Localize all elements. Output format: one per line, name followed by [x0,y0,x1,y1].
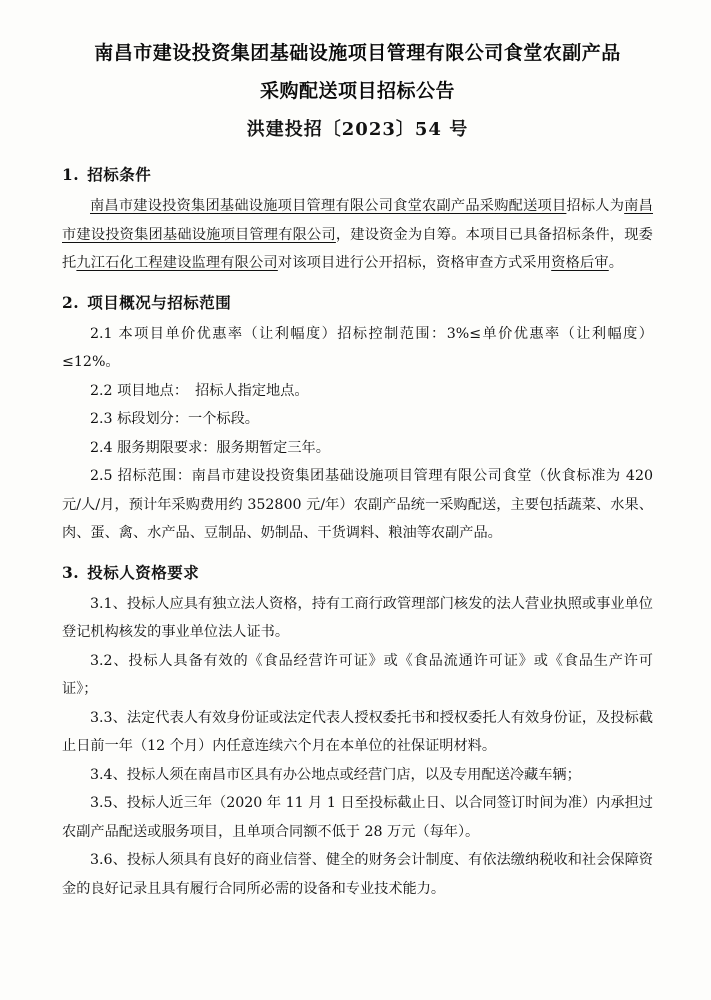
document-number: 洪建投招〔2023〕54 号 [246,119,469,140]
title-line-2: 采购配送项目招标公告 [259,80,455,102]
section-heading-2 [62,288,653,318]
section-number-3: 3. [62,562,80,582]
list-item: 3.4、投标人须在南昌市区具有办公地点或经营门店，以及专用配送冷藏车辆； [90,766,581,783]
list-item: 3.5、投标人近三年（2020 年 11 月 1 日至投标截止日、以合同签订时间为准）内承担过农副产品配送或服务项目，且单项合同额不低于 28 万元（每年）。 [62,795,653,840]
list-item: 3.6、投标人须具有良好的商业信誉、健全的财务会计制度、有依法缴纳税收和社会保障资金的良好记录且具有履行合同所必需的设备和专业技术能力。 [62,852,653,897]
list-item: 3.2、投标人具备有效的《食品经营许可证》或《食品流通许可证》或《食品生产许可证》； [62,652,653,697]
section-title-3: 投标人资格要求 [87,562,200,582]
run-underline-4: 资格后审 [551,255,609,271]
title-line-1: 南昌市建设投资集团基础设施项目管理有限公司食堂农副产品 [94,42,621,64]
run-underline-2: 南昌市建设投资集团基础设施项目管理有限公司 [62,198,653,243]
paragraph [62,192,653,278]
list-item: 3.1、投标人应具有独立法人资格，持有工商行政管理部门核发的法人营业执照或事业单位登记机构核发的事业单位法人证书。 [62,595,653,640]
section-title-1: 招标条件 [87,165,152,184]
section-2-body [62,320,653,548]
list-item: 2.5 招标范围：南昌市建设投资集团基础设施项目管理有限公司食堂（伙食标准为 420 元/人/月，预计年采购费用约 352800 元/年）农副产品统一采购配送，主要包括蔬菜、水果、肉、蛋、禽、水产品、豆制品、奶制品、干货调料、粮油等农副产品。 [62,468,653,541]
list-item: 2.1 本项目单价优惠率（让利幅度）招标控制范围：3%≤单价优惠率（让利幅度）≤12%。 [62,325,653,370]
run-plain-4: 。 [608,255,624,271]
list-item: 2.4 服务期限要求：服务期暂定三年。 [90,439,330,456]
section-3-body [62,590,653,904]
section-number-2: 2. [62,292,80,312]
list-item: 3.3、法定代表人有效身份证或法定代表人授权委托书和授权委托人有效身份证，及投标截止日前一年（12 个月）内任意连续六个月在本单位的社保证明材料。 [62,709,653,754]
list-item: 2.2 项目地点： 招标人指定地点。 [90,382,309,399]
list-item: 2.3 标段划分：一个标段。 [90,411,259,427]
section-heading-1 [62,160,653,190]
section-1-body [62,192,653,278]
run-underline-3: 九江石化工程建设监理有限公司 [76,255,278,271]
section-heading-3 [62,558,653,588]
section-title-2: 项目概况与招标范围 [87,292,232,312]
section-number-1: 1. [62,165,80,184]
document-title [62,34,653,110]
run-plain-3: 对该项目进行公开招标，资格审查方式采用 [277,255,552,271]
run-underline-1: 南昌市建设投资集团基础设施项目管理有限公司食堂农副产品采购配送项目 [90,198,567,214]
run-plain-1: 招标人为 [566,198,625,214]
run-plain-2: ，建设资金为自筹。本项目已具备招标条件，现委托 [62,226,653,271]
